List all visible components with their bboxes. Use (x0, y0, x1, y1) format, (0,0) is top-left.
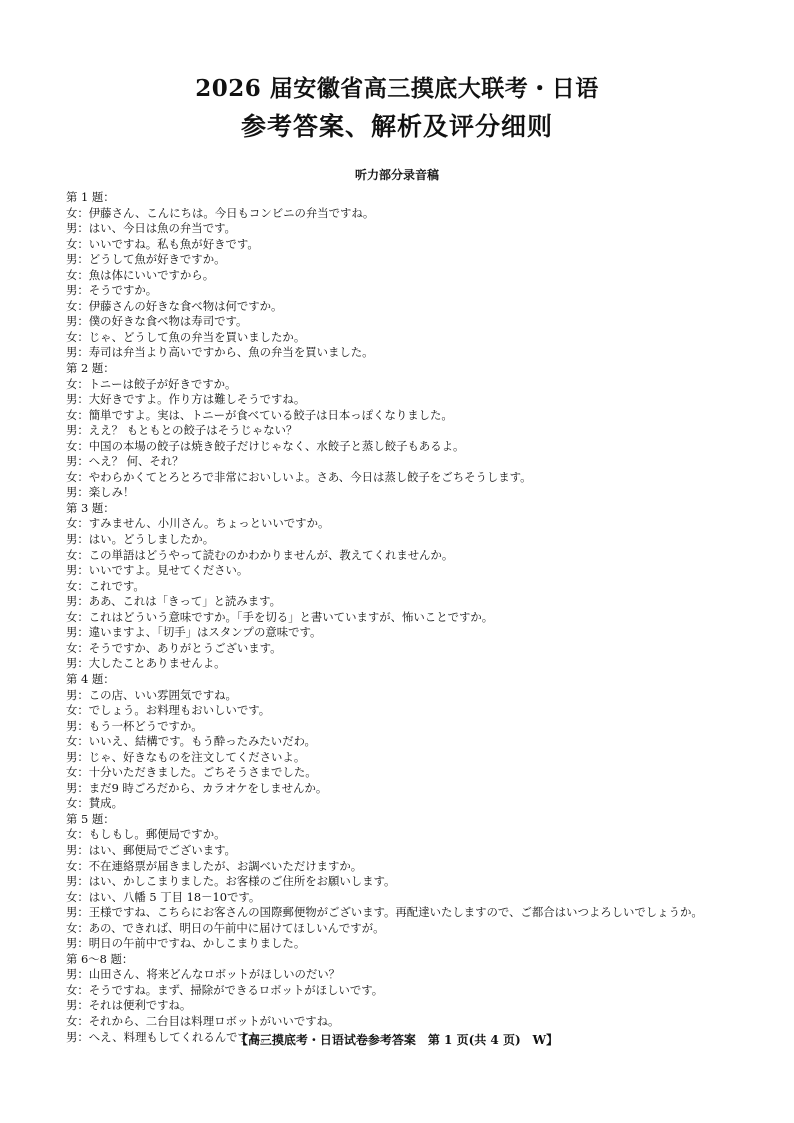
dialogue-line: 女：賛成。 (66, 796, 123, 811)
dialogue-line: 男：ええ？ もともとの餃子はそうじゃない？ (66, 423, 298, 438)
dialogue-line: 男：へえ？ 何、それ？ (66, 454, 184, 469)
question-heading: 第 5 题： (66, 811, 115, 826)
dialogue-line: 女：トニーは餃子が好きですか。 (66, 376, 237, 391)
dialogue-line: 男：山田さん、将来どんなロボットがほしいのだい？ (66, 967, 341, 982)
dialogue-line: 男：ああ、これは「きって」と読みます。 (66, 594, 282, 609)
dialogue-line: 男：大好きですよ。作り方は難しそうですね。 (66, 392, 306, 407)
document-title: 2026 届安徽省高三摸底大联考・日语 (195, 75, 599, 102)
dialogue-line: 女：いいですね。私も魚が好きです。 (66, 236, 259, 251)
dialogue-line: 女：十分いただきました。ごちそうさまでした。 (66, 765, 317, 780)
dialogue-line: 女：いいえ、結構です。もう酔ったみたいだわ。 (66, 734, 316, 749)
dialogue-line: 女：はい、八幡 5 丁目 18－10です。 (66, 889, 261, 904)
dialogue-line: 男：僕の好きな食べ物は寿司です。 (66, 314, 248, 329)
dialogue-line: 女：やわらかくてとろとろで非常においしいよ。さあ、今日は蒸し餃子をごちそうします。 (66, 469, 532, 484)
dialogue-line: 女：この単語はどうやって読むのかわかりませんが、教えてくれませんか。 (66, 547, 454, 562)
transcript-body (66, 190, 726, 1045)
dialogue-line: 男：王様ですね、こちらにお客さんの国際郵便物がございます。再配達いたしますので、ご都合はいつよろしいでしょうか。 (66, 905, 703, 920)
dialogue-line: 男：へえ、料理もしてくれるんですね。 (66, 1029, 272, 1044)
dialogue-line: 男：もう一杯どうですか。 (66, 718, 203, 733)
dialogue-line: 女：これはどういう意味ですか。「手を切る」と書いていますが、怖いことですか。 (66, 609, 494, 624)
dialogue-line: 男：はい、今日は魚の弁当です。 (66, 221, 236, 236)
dialogue-line: 女：じゃ、どうして魚の弁当を買いましたか。 (66, 329, 306, 344)
dialogue-line: 男：そうですか。 (66, 283, 158, 298)
page-footer: 【高三摸底考・日语试卷参考答案 第 1 页(共 4 页) W】 (235, 1033, 559, 1047)
dialogue-line: 男：それは便利ですね。 (66, 998, 192, 1013)
dialogue-line: 男：はい、かしこまりました。お客様のご住所をお願いします。 (66, 874, 396, 889)
dialogue-line: 女：不在連絡票が届きましたが、お調べいただけますか。 (66, 858, 363, 873)
dialogue-line: 男：大したことありませんよ。 (66, 656, 226, 671)
dialogue-line: 女：簡単ですよ。実は、トニーが食べている餃子は日本っぽくなりました。 (66, 407, 453, 422)
dialogue-line: 女：そうですか、ありがとうございます。 (66, 640, 282, 655)
dialogue-line: 女：中国の本場の餃子は焼き餃子だけじゃなく、水餃子と蒸し餃子もあるよ。 (66, 438, 465, 453)
section-heading: 听力部分录音稿 (354, 168, 439, 182)
dialogue-line: 女：これです。 (66, 578, 145, 593)
dialogue-line: 女：そうですね。まず、掃除ができるロボットがほしいです。 (66, 982, 384, 997)
document-subtitle: 参考答案、解析及评分细则 (240, 112, 553, 141)
dialogue-line: 女：すみません、小川さん。ちょっといいですか。 (66, 516, 330, 531)
dialogue-line: 男：じゃ、好きなものを注文してくださいよ。 (66, 749, 306, 764)
question-heading: 第 3 题： (66, 500, 115, 515)
dialogue-line: 男：違いますよ、「切手」はスタンプの意味です。 (66, 625, 322, 640)
dialogue-line: 男：明日の午前中ですね、かしこまりました。 (66, 936, 306, 951)
dialogue-line: 男：どうして魚が好きですか。 (66, 252, 226, 267)
dialogue-line: 女：魚は体にいいですから。 (66, 267, 215, 282)
dialogue-line: 男：寿司は弁当より高いですから、魚の弁当を買いました。 (66, 345, 374, 360)
dialogue-line: 女：それから、二台目は料理ロボットがいいですね。 (66, 1013, 340, 1028)
question-heading: 第 4 题： (66, 671, 115, 686)
dialogue-line: 女：あの、できれば、明日の午前中に届けてほしいんですが。 (66, 920, 385, 935)
dialogue-line: 女：でしょう。お料理もおいしいです。 (66, 703, 271, 718)
dialogue-line: 男：まだ9 時ごろだから、カラオケをしませんか。 (66, 780, 328, 795)
dialogue-line: 男：はい。どうしましたか。 (66, 532, 215, 547)
question-heading: 第 1 题： (66, 190, 115, 204)
question-heading: 第 6～8 题： (66, 951, 134, 966)
dialogue-line: 男：はい、郵便局でございます。 (66, 842, 236, 857)
dialogue-line: 女：伊藤さんの好きな食べ物は何ですか。 (66, 298, 283, 313)
dialogue-line: 男：この店、いい雰囲気ですね。 (66, 687, 237, 702)
dialogue-line: 男：いいですよ。見せてください。 (66, 563, 249, 578)
dialogue-line: 男：楽しみ！ (66, 485, 135, 500)
question-heading: 第 2 题： (66, 361, 115, 376)
dialogue-line: 女：もしもし。郵便局ですか。 (66, 827, 226, 842)
dialogue-line: 女：伊藤さん、こんにちは。今日もコンビニの弁当ですね。 (66, 205, 375, 220)
